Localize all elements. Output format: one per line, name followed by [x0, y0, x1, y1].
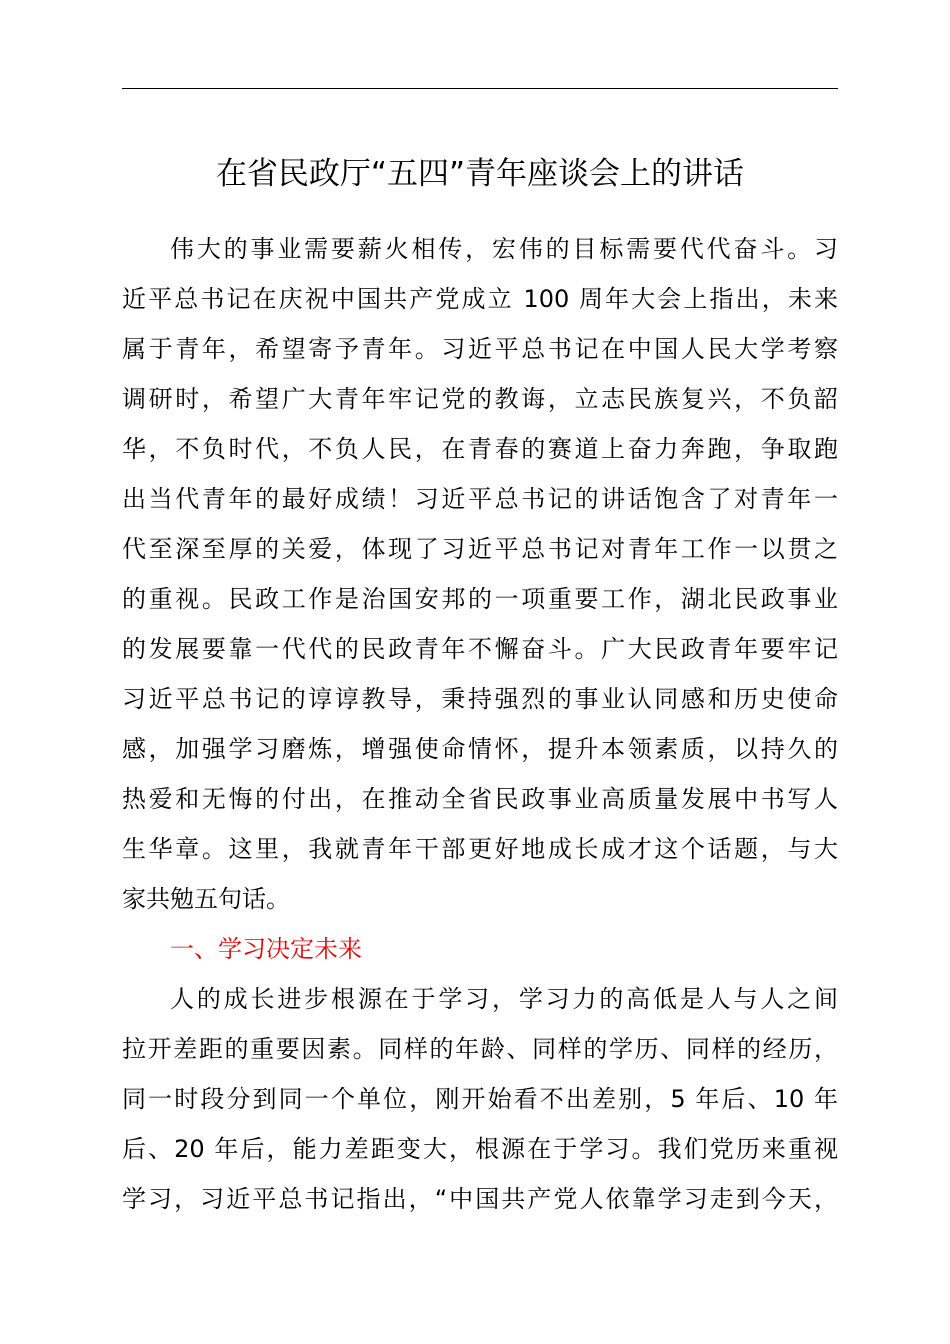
- paragraph-1-line: 属于青年，希望寄予青年。习近平总书记在中国人民大学考察: [122, 335, 838, 363]
- document-body: [122, 224, 838, 1224]
- paragraph-1-line: 感，加强学习磨炼，增强使命情怀，提升本领素质，以持久的: [122, 735, 838, 763]
- paragraph-1-line: 伟大的事业需要薪火相传，宏伟的目标需要代代奋斗。习: [170, 235, 838, 263]
- paragraph-2-line: 拉开差距的重要因素。同样的年龄、同样的学历、同样的经历，: [122, 1035, 838, 1063]
- section-heading: 一、学习决定未来: [170, 935, 362, 963]
- paragraph-2-line: 人的成长进步根源在于学习，学习力的高低是人与人之间: [170, 985, 838, 1013]
- paragraph-1-line: 代至深至厚的关爱，体现了习近平总书记对青年工作一以贯之: [122, 535, 838, 563]
- paragraph-1-line: 的发展要靠一代代的民政青年不懈奋斗。广大民政青年要牢记: [122, 635, 838, 663]
- header-rule: [122, 88, 838, 89]
- paragraph-1-line: 近平总书记在庆祝中国共产党成立 100 周年大会上指出，未来: [122, 285, 838, 313]
- paragraph-1-line: 华，不负时代，不负人民，在青春的赛道上奋力奔跑，争取跑: [122, 435, 838, 463]
- document-title: 在省民政厅“五四”青年座谈会上的讲话: [215, 156, 745, 192]
- paragraph-1-line: 家共勉五句话。: [122, 885, 290, 913]
- paragraph-1-line: 调研时，希望广大青年牢记党的教诲，立志民族复兴，不负韶: [122, 385, 838, 413]
- paragraph-1-line: 习近平总书记的谆谆教导，秉持强烈的事业认同感和历史使命: [122, 685, 838, 713]
- paragraph-1-line: 热爱和无悔的付出，在推动全省民政事业高质量发展中书写人: [122, 785, 838, 813]
- paragraph-2-line: 同一时段分到同一个单位，刚开始看不出差别，5 年后、10 年: [122, 1085, 838, 1113]
- paragraph-1-line: 生华章。这里，我就青年干部更好地成长成才这个话题，与大: [122, 835, 838, 863]
- paragraph-2-line: 后、20 年后，能力差距变大，根源在于学习。我们党历来重视: [122, 1135, 838, 1163]
- paragraph-1-line: 出当代青年的最好成绩！习近平总书记的讲话饱含了对青年一: [122, 485, 838, 513]
- paragraph-2-line: 学习，习近平总书记指出，“中国共产党人依靠学习走到今天，: [122, 1185, 838, 1213]
- paragraph-1-line: 的重视。民政工作是治国安邦的一项重要工作，湖北民政事业: [122, 585, 838, 613]
